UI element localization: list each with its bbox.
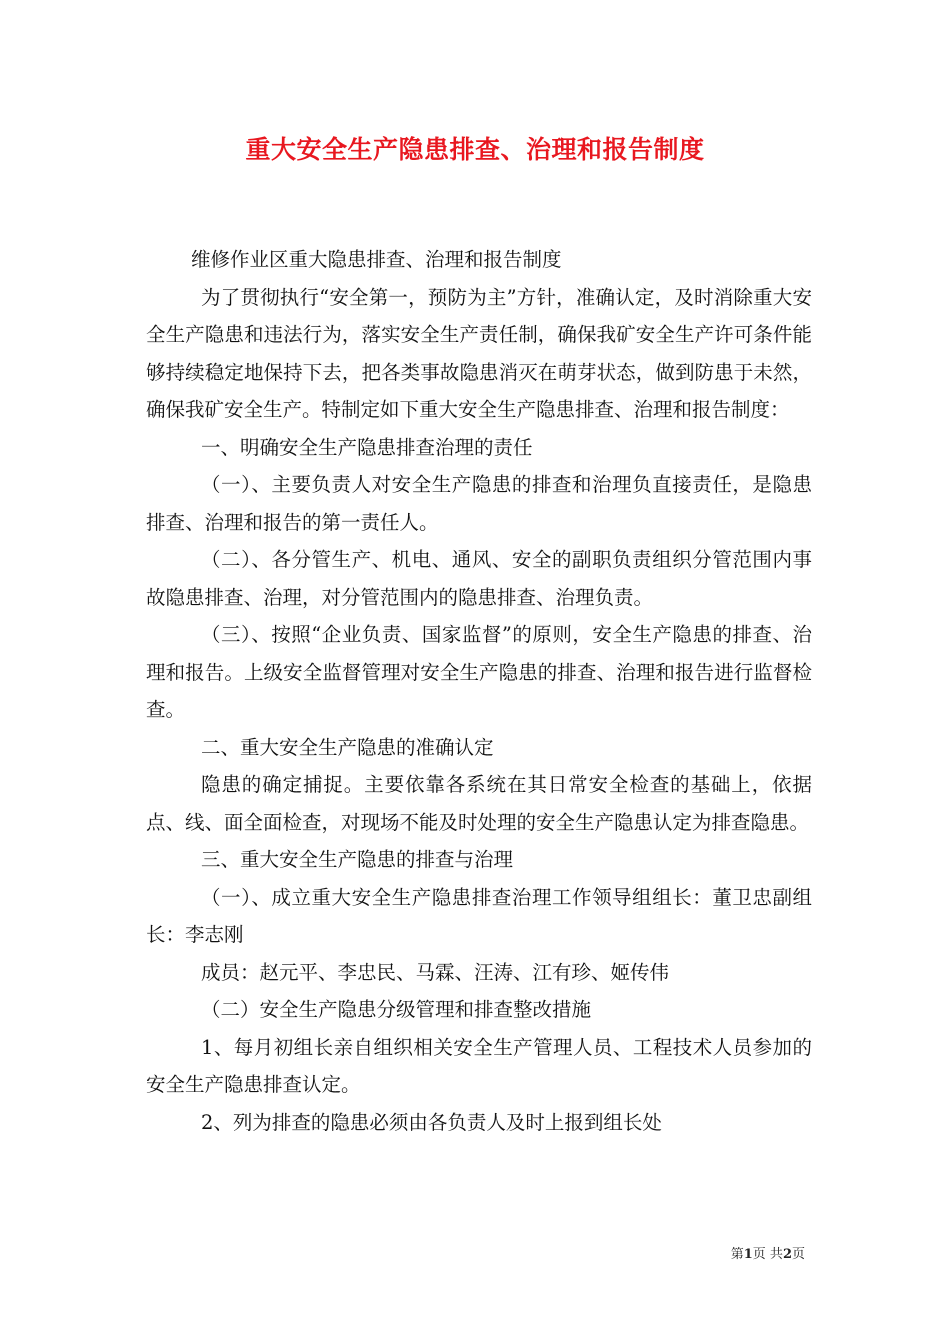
document-title: 重大安全生产隐患排查、治理和报告制度 (245, 135, 705, 164)
paragraph-subtitle: 维修作业区重大隐患排查、治理和报告制度 (191, 248, 562, 271)
section-heading-2: 二、重大安全生产隐患的准确认定 (201, 735, 494, 759)
page-label-mid: 页 共 (752, 1247, 783, 1262)
paragraph-item: （三）、按照“企业负责、国家监督”的原则，安全生产隐患的排查、治理和报告。上级安全监督管理对安全生产隐患的排查、治理和报告进行监督检查。 (146, 623, 812, 721)
paragraph-item: 隐患的确定捕捉。主要依靠各系统在其日常安全检查的基础上，依据点、线、面全面检查，对现场不能及时处理的安全生产隐患认定为排查隐患。 (146, 773, 812, 834)
section-heading-1: 一、明确安全生产隐患排查治理的责任 (201, 435, 533, 459)
page-number-footer (731, 1246, 805, 1264)
paragraph-item: （二）安全生产隐患分级管理和排查整改措施 (201, 998, 592, 1021)
paragraph-item: （一）、主要负责人对安全生产隐患的排查和治理负直接责任，是隐患排查、治理和报告的第一责任人。 (146, 473, 812, 534)
page-label-prefix: 第 (730, 1247, 744, 1262)
section-heading-3: 三、重大安全生产隐患的排查与治理 (201, 848, 514, 871)
current-page-number: 1 (743, 1247, 753, 1262)
paragraph-intro: 为了贯彻执行“安全第一，预防为主”方针，准确认定，及时消除重大安全生产隐患和违法行为，落实安全生产责任制，确保我矿安全生产许可条件能够持续稳定地保持下去，把各类事故隐患消灭在萌芽状态，做到防患于未然，确保我矿安全生产。特制定如下重大安全生产隐患排查、治理和报告制度： (146, 285, 812, 421)
total-pages-number: 2 (782, 1247, 792, 1262)
paragraph-item: 2、列为排查的隐患必须由各负责人及时上报到组长处 (201, 1110, 662, 1134)
paragraph-item: 1、每月初组长亲自组织相关安全生产管理人员、工程技术人员参加的安全生产隐患排查认定。 (146, 1035, 812, 1096)
document-body (146, 241, 812, 1141)
page-label-suffix: 页 (791, 1247, 805, 1262)
paragraph-members: 成员：赵元平、李忠民、马霖、汪涛、江有珍、姬传伟 (201, 960, 670, 984)
paragraph-item: （一）、成立重大安全生产隐患排查治理工作领导组组长：董卫忠副组长：李志刚 (146, 885, 812, 946)
paragraph-item: （二）、各分管生产、机电、通风、安全的副职负责组织分管范围内事故隐患排查、治理，对分管范围内的隐患排查、治理负责。 (146, 548, 812, 609)
